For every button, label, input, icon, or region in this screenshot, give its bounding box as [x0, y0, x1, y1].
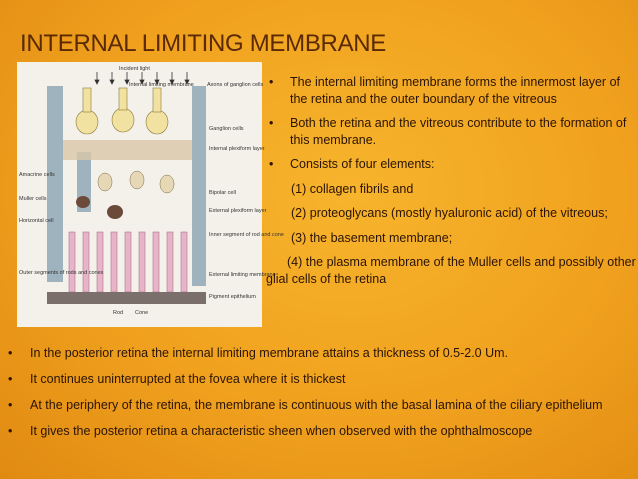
retina-diagram-svg: [17, 62, 284, 327]
sub-item-1: (1) collagen fibrils and: [291, 181, 414, 196]
label-elm: External limiting membrane: [209, 272, 276, 278]
bullet-dot: •: [269, 116, 274, 130]
label-horizontal: Horizontal cell: [19, 218, 54, 224]
bullet-dot: •: [8, 424, 13, 438]
sub-item-4: (4) the plasma membrane of the Muller cells and possibly other glial cells of the retina: [266, 255, 636, 286]
bipolar-cells: [98, 171, 174, 193]
right-bullet-3-text: Consists of four elements:: [290, 157, 435, 171]
right-bullet-2: [266, 115, 636, 148]
label-ganglion: Ganglion cells: [209, 126, 244, 132]
bottom-bullet-2: [8, 371, 636, 387]
inner-plexiform-layer: [63, 140, 192, 160]
bottom-bullet-3: [8, 397, 636, 413]
label-ipl: Internal plexiform layer: [209, 146, 265, 152]
bullet-dot: •: [269, 75, 274, 89]
photoreceptors: [69, 232, 187, 292]
right-bullet-1: [266, 74, 636, 107]
bottom-bullet-3-text: At the periphery of the retina, the membrane is continuous with the basal lamina of the ciliary epithelium: [30, 398, 603, 412]
sub-item-2: (2) proteoglycans (mostly hyaluronic acid) of the vitreous;: [291, 206, 608, 220]
ganglion-cells: [76, 88, 168, 134]
label-rod: Rod: [113, 310, 124, 316]
label-cone: Cone: [135, 310, 149, 316]
bottom-bullet-4-text: It gives the posterior retina a characteristic sheen when observed with the ophthalmoscope: [30, 424, 533, 438]
sub-item-3: (3) the basement membrane;: [291, 230, 453, 245]
bottom-bullet-4: [8, 423, 636, 439]
amacrine-cells: [76, 196, 123, 219]
slide-title: INTERNAL LIMITING MEMBRANE: [20, 30, 387, 57]
right-bullet-3: [266, 156, 636, 173]
label-axons: Axons of ganglion cells: [207, 82, 264, 88]
bottom-bullet-1: [8, 345, 636, 361]
bullet-dot: •: [8, 346, 13, 360]
label-pigment: Pigment epithelium: [209, 294, 256, 300]
right-bullet-list: [266, 74, 636, 287]
bottom-bullet-1-text: In the posterior retina the internal limiting membrane attains a thickness of 0.5-2.0 Um.: [30, 346, 509, 360]
bottom-bullet-list: [8, 345, 636, 449]
bullet-dot: •: [8, 372, 13, 386]
pigment-epithelium: [47, 292, 206, 304]
retina-diagram: [17, 62, 284, 327]
label-outer-seg: Outer segments of rods and cones: [19, 270, 104, 276]
label-epl: External plexiform layer: [209, 208, 267, 214]
right-bullet-1-text: The internal limiting membrane forms the innermost layer of the retina and the outer boundary of the vitreous: [290, 75, 620, 106]
bullet-dot: •: [8, 398, 13, 412]
label-incident-light: Incident light: [119, 66, 150, 72]
bottom-bullet-2-text: It continues uninterrupted at the fovea where it is thickest: [30, 372, 346, 386]
right-bullet-2-text: Both the retina and the vitreous contribute to the formation of this membrane.: [290, 116, 627, 147]
label-ilm: Internal limiting membrane: [129, 82, 194, 88]
bullet-dot: •: [269, 157, 274, 171]
label-muller: Muller cells: [19, 196, 47, 202]
label-amacrine: Amacrine cells: [19, 172, 55, 178]
label-bipolar: Bipolar cell: [209, 190, 236, 196]
label-inner-seg: Inner segment of rod and cone: [209, 232, 284, 238]
